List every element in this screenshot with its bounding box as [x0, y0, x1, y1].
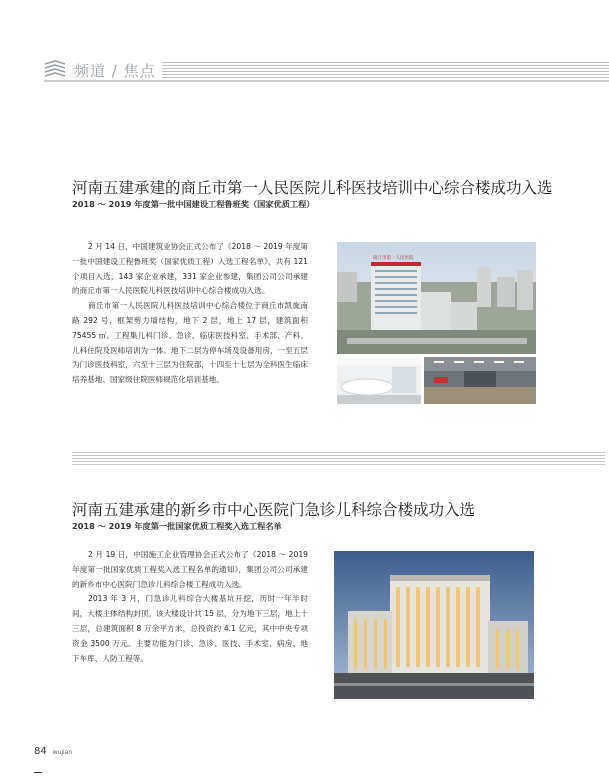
article-divider: [72, 452, 605, 466]
channel-logo-icon: [44, 60, 66, 78]
header-rule: [44, 80, 609, 82]
header-decor-lines: [162, 62, 609, 78]
building-sign: 商丘市第一人民医院: [373, 256, 414, 261]
article1-paragraph: 2 月 14 日，中国建筑业协会正式公布了《2018 ～ 2019 年度第一批中国建设工程鲁班奖（国家优质工程）入选工程名单》，共有 121 个项目入选，143 家企业承建，331 家企业参建，集团公司公司承建的商丘市第一人民医院儿科医技培训中心综合楼成功入选。: [72, 242, 308, 296]
article1-body: [72, 240, 308, 388]
article1-subtitle: 2018 ～ 2019 年度第一批中国建设工程鲁班奖（国家优质工程）: [72, 199, 315, 209]
article2-paragraph: 2 月 19 日，中国施工企业管理协会正式公布了《2018 ～ 2019 年度第一批国家优质工程奖入选工程名单的通知》，集团公司公司承建的新乡市中心医院门急诊儿科综合楼工程成功入选。: [72, 550, 308, 589]
section-title: 频道 / 焦点: [74, 62, 156, 80]
article1-title: 河南五建承建的商丘市第一人民医院儿科医技培训中心综合楼成功入选: [72, 179, 553, 197]
publication-name: wujian: [52, 749, 73, 756]
hospital-corridor-photo: [424, 357, 536, 404]
article2-title: 河南五建承建的新乡市中心医院门急诊儿科综合楼成功入选: [72, 501, 476, 519]
hospital-aerial-photo: [337, 242, 536, 354]
article2-body: [72, 548, 308, 666]
footer-tick: [34, 772, 42, 773]
page-footer: [34, 746, 72, 757]
article2-subtitle: 2018 ～ 2019 年度第一批国家优质工程奖入选工程名单: [72, 521, 282, 531]
article2-paragraph: 2013 年 3 月，门急诊儿科综合大楼基坑开挖，历时一年半时间，大楼主体结构封顶。该大楼设计共 15 层，分为地下三层，地上十三层，总建筑面积 8 万余平方米，总投资约 4.1 亿元，其中中央专项资金 3500 万元。主要功能为门诊、急诊、医技、手术室、病房、地下车库、人防工程等。: [72, 594, 308, 663]
article1-paragraph: 商丘市第一人民医院儿科医技培训中心综合楼位于商丘市凯旋南路 292 号，框架剪力墙结构，地下 2 层，地上 17 层，建筑面积 75455 ㎡。工程集儿科门诊、急诊、临床医技科室、手术部、产科、儿科住院及医师培训为一体。地下二层为停车场及设备用房，一至五层为门诊医技科室，六至十三层为住院部，十四至十七层为全科医生临床培养基地、国家级住院医师规范化培训基地。: [72, 301, 308, 385]
hospital-lobby-photo: [337, 357, 421, 404]
page-number: 84: [34, 746, 47, 757]
section-header: [44, 58, 609, 82]
xinxiang-hospital-photo: [334, 551, 534, 699]
